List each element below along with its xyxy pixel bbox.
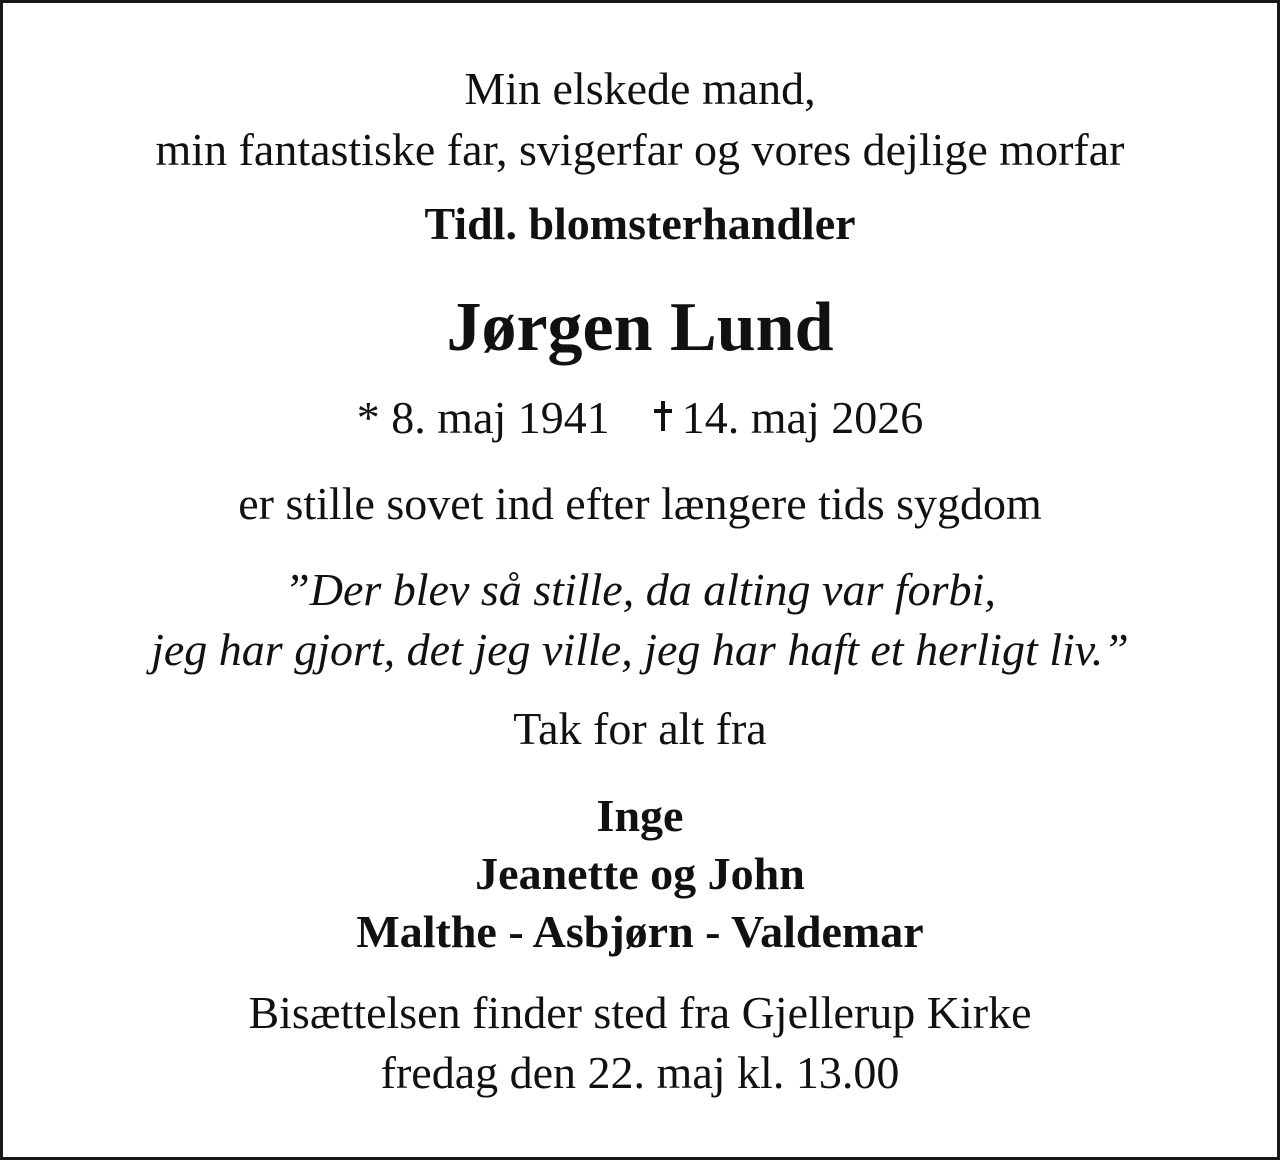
birth-date: * 8. maj 1941 (356, 392, 610, 443)
deceased-title: Tidl. blomsterhandler (424, 198, 856, 249)
verse-line: ”Der blev så stille, da alting var forbi, (284, 564, 996, 615)
family-line: Malthe - Asbjørn - Valdemar (356, 906, 924, 957)
thanks-line: Tak for alt fra (513, 703, 767, 754)
intro-line: Min elskede mand, (464, 63, 816, 114)
funeral-info-line: fredag den 22. maj kl. 13.00 (380, 1047, 900, 1098)
intro-line: min fantastiske far, svigerfar og vores dejlige morfar (155, 124, 1125, 175)
verse-line: jeg har gjort, det jeg ville, jeg har haft et herligt liv.” (151, 624, 1129, 675)
passing-statement: er stille sovet ind efter længere tids sygdom (238, 478, 1042, 529)
death-date: 14. maj 2026 (681, 392, 924, 443)
funeral-info-line: Bisættelsen finder sted fra Gjellerup Kirke (248, 987, 1032, 1038)
family-line: Jeanette og John (475, 848, 805, 899)
cross-icon (654, 401, 672, 431)
family-line: Inge (596, 790, 684, 841)
deceased-name: Jørgen Lund (446, 289, 834, 366)
life-dates (3, 392, 1277, 443)
